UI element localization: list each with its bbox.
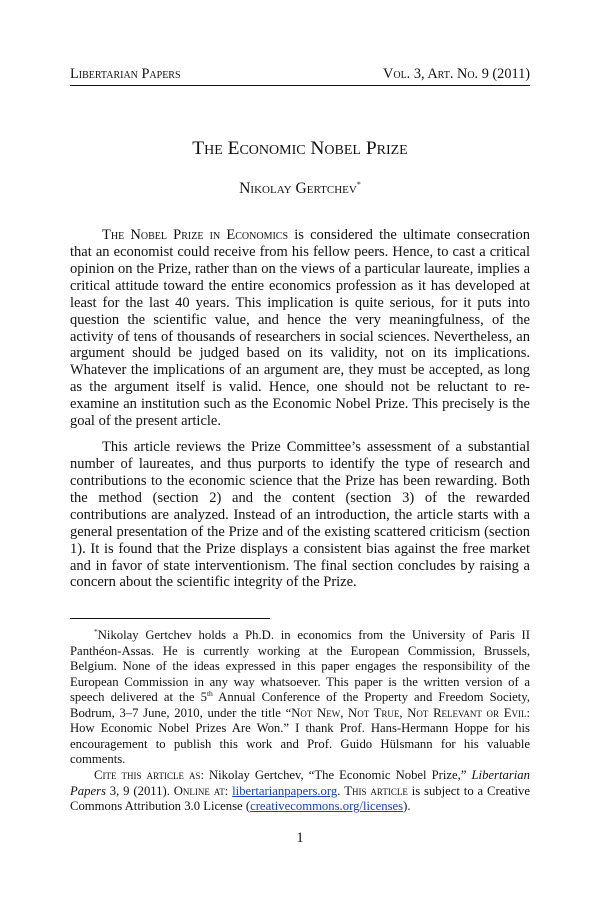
- running-header: [70, 66, 530, 86]
- paragraph-1-text: is considered the ultimate consecration that an economist could receive from his fellow peers. Hence, to cast a critical opinion on the Prize, rather than on the views of a particular laureate, implies a critical attitude toward the entire economics profession as it has developed at least for the last 40 years. This implication is quite serious, for it puts into question the scientific value, and hence the very meaningfulness, of the activity of tens of thousands of researchers in social sciences. Nevertheless, an argument should be judged based on its validity, not on its implications. Whatever the implications of an argument are, they must be accepted, as long as the argument itself is valid. Hence, one should not be reluctant to re-examine an institution such as the Economic Nobel Prize. This precisely is the goal of the present article.: [70, 227, 530, 430]
- lead-in: The Nobel Prize in Economics: [102, 227, 289, 243]
- paragraph-2: This article reviews the Prize Committee’s assessment of a substantial number of laureates, and thus purports to identify the type of research and contributions to the economic science that the Prize has been rewarding. Both the method (section 2) and the content (section 3) of the rewarded contributions are analyzed. Instead of an introduction, the article starts with a general presentation of the Prize and of the existing scattered criticism (section 1). It is found that the Prize displays a consistent bias against the free market and in favor of state interventionism. The final section concludes by raising a concern about the scientific integrity of the Prize.: [70, 439, 530, 591]
- author-line: [70, 176, 530, 198]
- article-body: [70, 227, 530, 591]
- citation-block: [70, 768, 530, 815]
- footnote-rule: [70, 618, 270, 619]
- footnote-ordinal: th: [206, 688, 213, 698]
- cite-label: Cite this article as:: [94, 768, 204, 782]
- footnote-text-2: Annual Conference of the Property and Freedom Society, Bodrum, 3–7 June, 2010, under the title “: [70, 690, 530, 720]
- author-footnote-mark: *: [356, 180, 361, 189]
- article-title: The Economic Nobel Prize: [192, 138, 408, 159]
- after-url: .: [337, 783, 345, 798]
- footnote-text-3: : How Economic Nobel Prizes Are Won.” I thank Prof. Hans-Hermann Hoppe for his encouragement to publish this work and Prof. Guido Hülsmann for his valuable comments.: [70, 705, 530, 767]
- footnote-talk-title: Not New, Not True, Not Relevant or Evil: [291, 705, 527, 720]
- license-label: This article: [344, 783, 408, 798]
- volume-info: Vol. 3, Art. No. 9 (2011): [383, 66, 530, 82]
- license-text: is subject to a Creative Commons Attribution 3.0 License (: [70, 783, 530, 814]
- cite-ref: 3, 9 (2011).: [105, 783, 174, 798]
- footnote-text-1: Nikolay Gertchev holds a Ph.D. in economics from the University of Paris II Panthéon-Assas. He is currently working at the European Commission, Brussels, Belgium. None of the ideas expressed in this paper engages the responsibility of the European Commission in any way whatsoever. This paper is the written version of a speech delivered at the 5: [70, 628, 530, 705]
- journal-link[interactable]: libertarianpapers.org: [232, 783, 338, 798]
- cite-text: Nikolay Gertchev, “The Economic Nobel Prize,”: [203, 768, 472, 782]
- cite-journal: Libertarian Papers: [70, 768, 530, 798]
- paragraph-1: [70, 227, 530, 430]
- online-label: Online at:: [173, 783, 229, 798]
- author-footnote: [70, 628, 530, 768]
- author-name: Nikolay Gertchev: [239, 180, 357, 198]
- license-link[interactable]: creativecommons.org/licenses: [250, 799, 404, 814]
- closing: ).: [403, 799, 411, 814]
- footnote-mark: *: [94, 626, 98, 636]
- journal-name: Libertarian Papers: [70, 66, 181, 82]
- page-number: 1: [296, 830, 304, 846]
